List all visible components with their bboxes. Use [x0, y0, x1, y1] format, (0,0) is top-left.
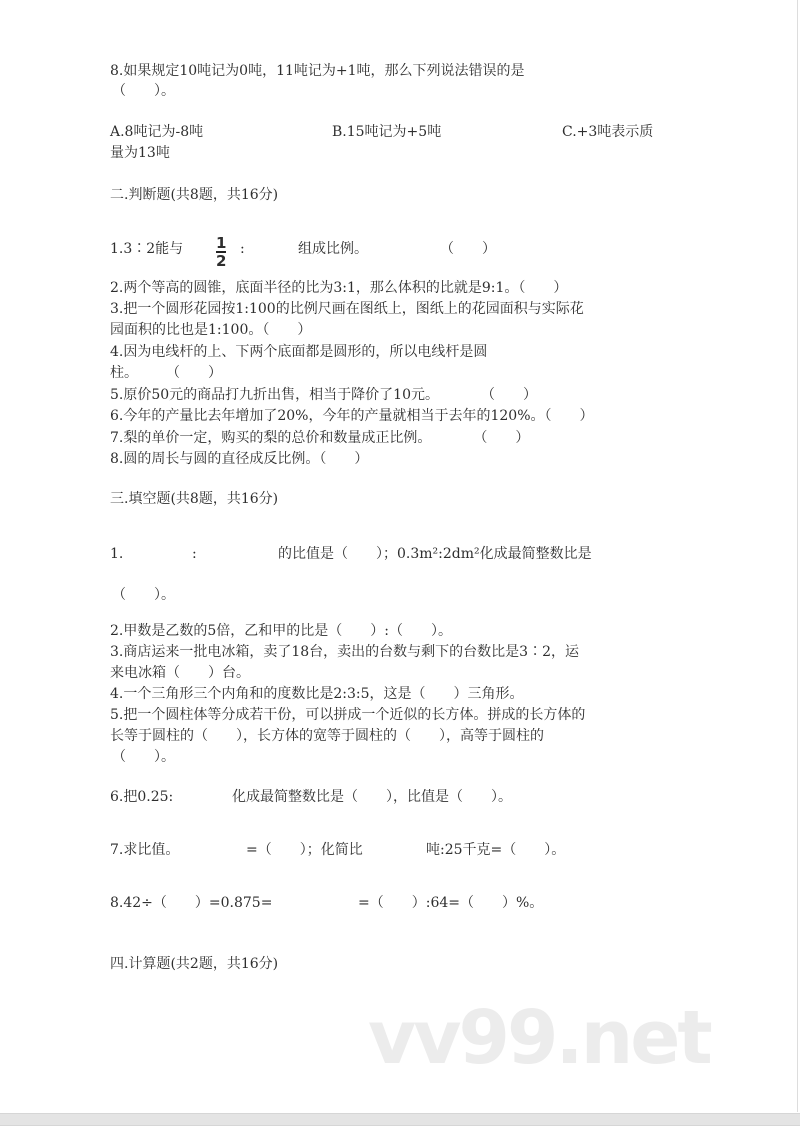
s3-q1-num: 1.	[110, 546, 124, 562]
section-3-title: 三.填空题(共8题，共16分)	[110, 491, 279, 507]
s3-line: 来电冰箱（ ）台。	[110, 665, 250, 681]
s2-line: 2.两个等高的圆锥，底面半径的比为3:1，那么体积的比就是9:1。（ ）	[110, 280, 568, 296]
s2-line: 柱。 （ ）	[110, 365, 222, 381]
s3-line: 长等于圆柱的（ ），长方体的宽等于圆柱的（ ），高等于圆柱的	[110, 728, 544, 744]
fraction-one-half	[216, 236, 226, 268]
denominator: 2	[216, 252, 227, 270]
numerator: 1	[216, 234, 227, 252]
s2-q1-text2: 组成比例。	[298, 241, 368, 257]
s2-line: 7.梨的单价一定，购买的梨的总价和数量成正比例。 （ ）	[110, 430, 530, 446]
s2-q1-colon: :	[240, 241, 245, 257]
s3-line: 3.商店运来一批电冰箱，卖了18台，卖出的台数与剩下的台数比是3∶2，运	[110, 644, 579, 660]
s3-line: 2.甲数是乙数的5倍，乙和甲的比是（ ）:（ ）。	[110, 623, 452, 639]
s2-line: 8.圆的周长与圆的直径成反比例。（ ）	[110, 451, 369, 467]
s3-q7-a: 7.求比值。	[110, 842, 180, 858]
s2-line: 4.因为电线杆的上、下两个底面都是圆形的，所以电线杆是圆	[110, 344, 488, 360]
s3-line: 4.一个三角形三个内角和的度数比是2:3:5，这是（ ）三角形。	[110, 686, 524, 702]
option-a: A.8吨记为-8吨	[110, 124, 204, 140]
s3-q8-b: =（ ）:64=（ ）%。	[358, 895, 544, 911]
question-8-line1: 8.如果规定10吨记为0吨，11吨记为+1吨，那么下列说法错误的是	[110, 63, 525, 79]
s3-q6-a: 6.把0.25:	[110, 789, 174, 805]
s2-line: 园面积的比也是1:100。（ ）	[110, 322, 312, 338]
s3-q7-c: 吨:25千克=（ ）。	[426, 842, 566, 858]
s3-line: 5.把一个圆柱体等分成若干份，可以拼成一个近似的长方体。拼成的长方体的	[110, 707, 586, 723]
option-c-cont: 量为13吨	[110, 145, 170, 161]
option-b: B.15吨记为+5吨	[332, 124, 442, 140]
s2-q1-text: 1.3∶2能与	[110, 241, 184, 257]
s2-line: 3.把一个圆形花园按1:100的比例尺画在图纸上，图纸上的花园面积与实际花	[110, 301, 584, 317]
s3-q7-b: =（ ）；化简比	[246, 842, 363, 858]
s3-line: （ ）。	[112, 749, 175, 765]
question-8-blank: （ ）。	[112, 83, 175, 99]
watermark: vv99.net	[368, 995, 710, 1081]
s3-q8-a: 8.42÷（ ）=0.875=	[110, 895, 273, 911]
page-separator	[0, 1113, 800, 1126]
s2-line: 6.今年的产量比去年增加了20%，今年的产量就相当于去年的120%。（ ）	[110, 408, 594, 424]
s3-q1-colon: :	[192, 546, 197, 562]
section-4-title: 四.计算题(共2题，共16分)	[110, 956, 279, 972]
s3-q1-blank: （ ）。	[112, 587, 175, 603]
option-c: C.+3吨表示质	[562, 124, 654, 140]
s3-q1-text: 的比值是（ ）；0.3m²:2dm²化成最简整数比是	[278, 546, 592, 562]
s3-q6-b: 化成最简整数比是（ ），比值是（ ）。	[232, 789, 512, 805]
s2-q1-blank: （ ）	[440, 241, 496, 257]
s2-line: 5.原价50元的商品打九折出售，相当于降价了10元。 （ ）	[110, 387, 537, 403]
section-2-title: 二.判断题(共8题，共16分)	[110, 187, 279, 203]
